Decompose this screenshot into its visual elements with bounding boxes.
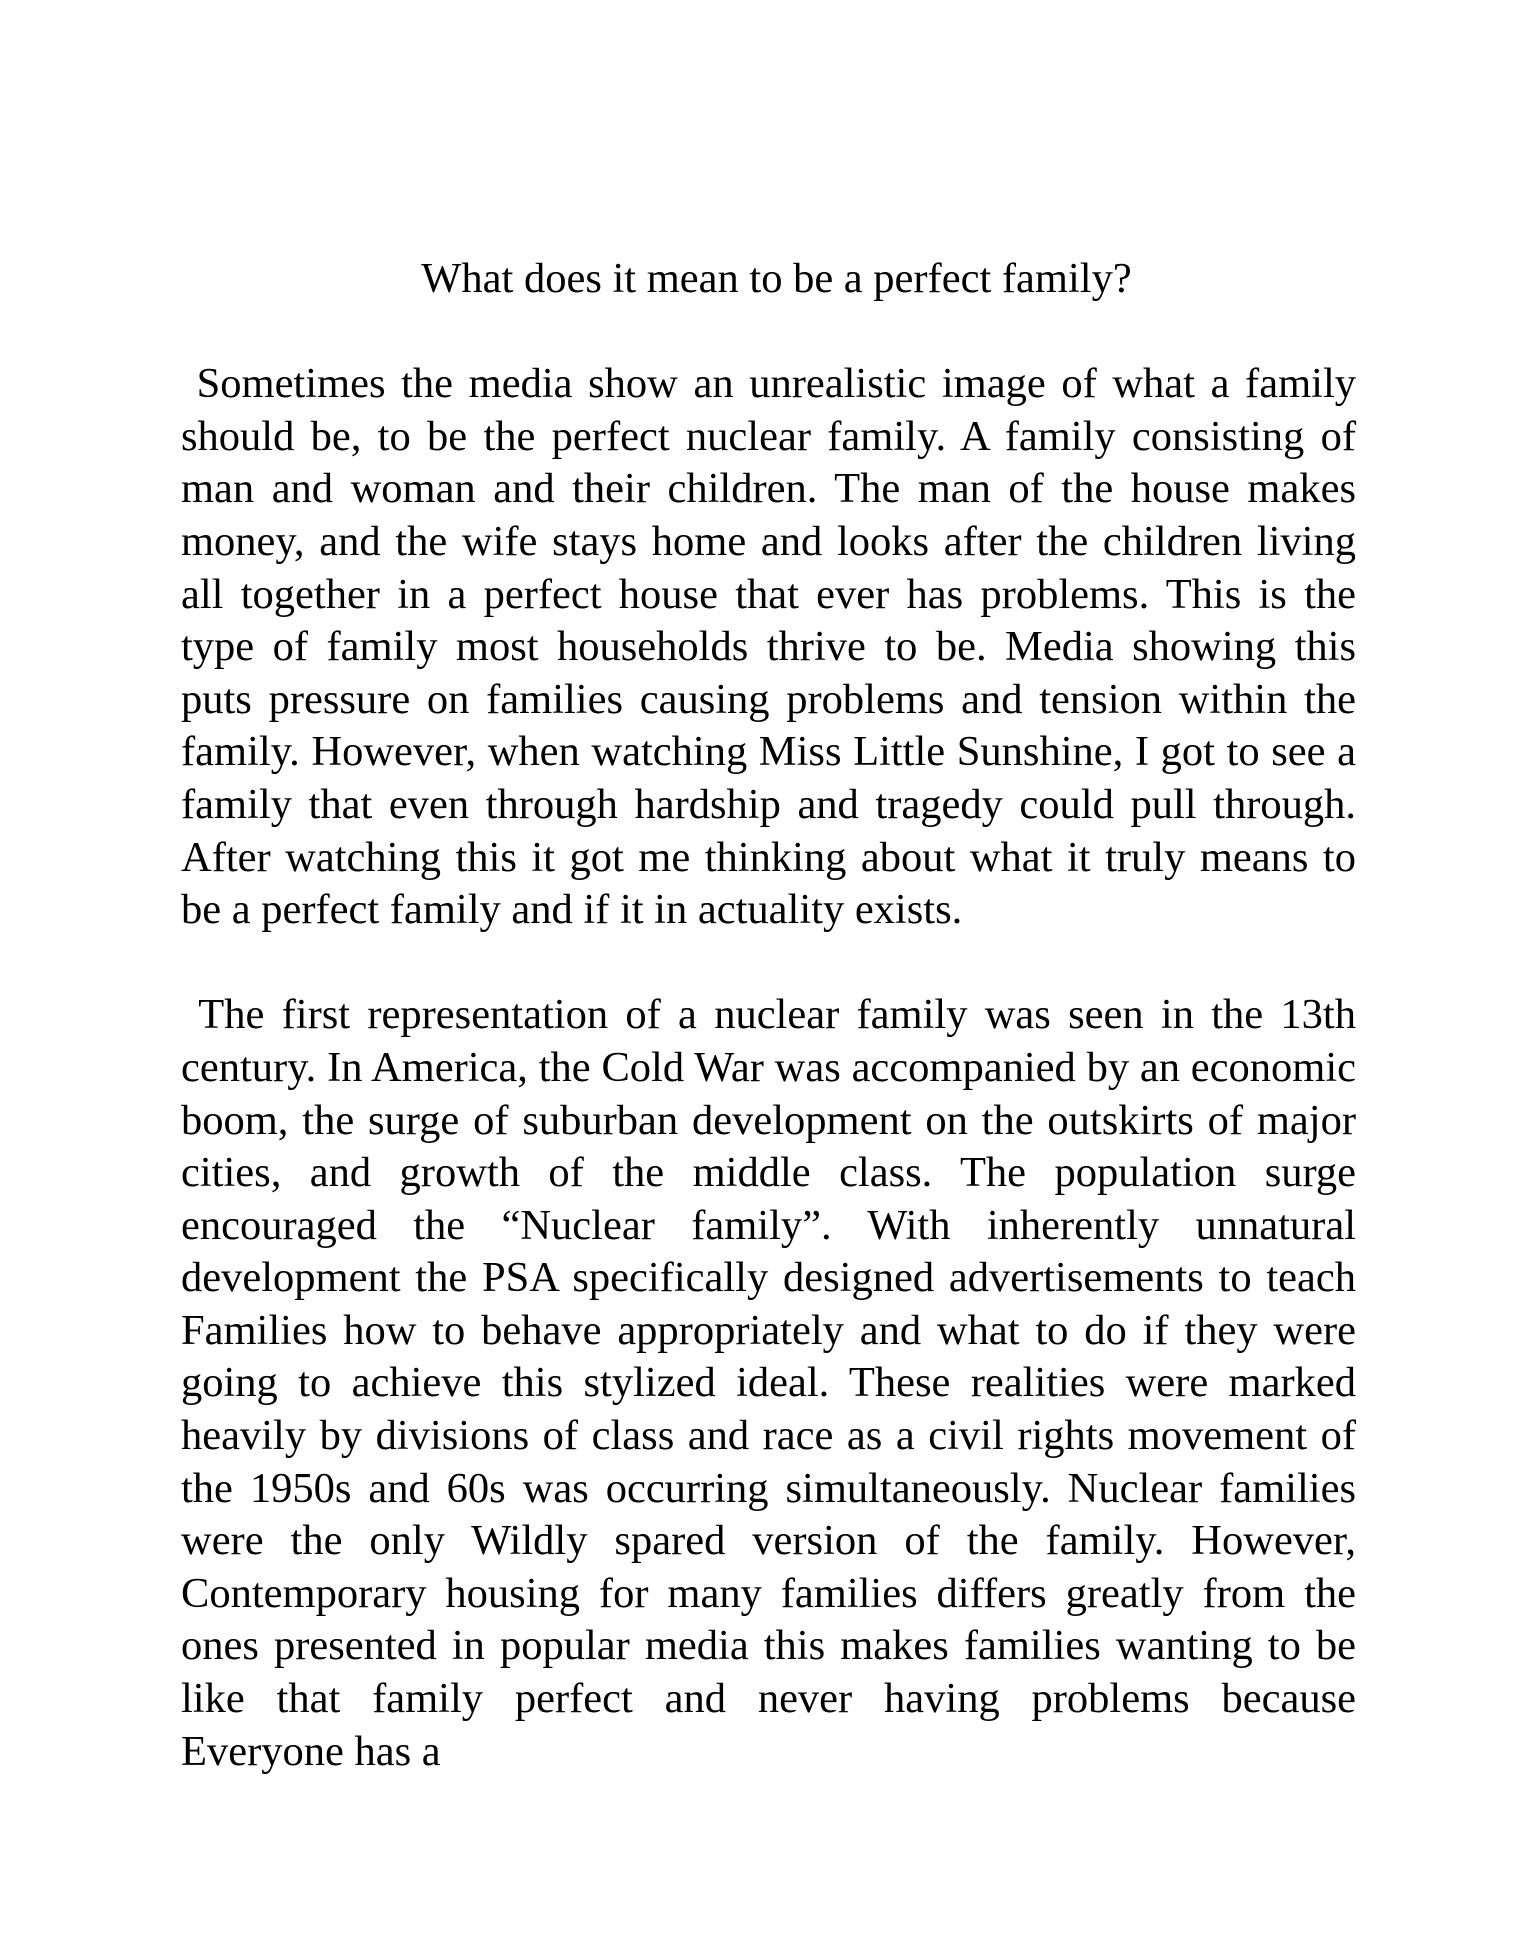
document-title: What does it mean to be a perfect family? <box>421 255 1132 302</box>
document-body <box>181 253 1356 1778</box>
spacer <box>181 937 1356 990</box>
paragraph-2: The first representation of a nuclear family was seen in the 13th century. In America, the Cold War was accompanied by an economic boom, the surge of suburban development on the outskirts of major cities, and growth of the middle class. The population surge encouraged the “Nuclear family”. With inherently unnatural development the PSA specifically designed advertisements to teach Families how to behave appropriately and what to do if they were going to achieve this stylized ideal. These realities were marked heavily by divisions of class and race as a civil rights movement of the 1950s and 60s was occurring simultaneously. Nuclear families were the only Wildly spared version of the family. However, Contemporary housing for many families differs greatly from the ones presented in popular media this makes families wanting to be like that family perfect and never having problems because Everyone has a <box>181 991 1356 1775</box>
spacer <box>181 306 1356 359</box>
paragraph-1: Sometimes the media show an unrealistic image of what a family should be, to be the perfect nuclear family. A family consisting of man and woman and their children. The man of the house makes money, and the wife stays home and looks after the children living all together in a perfect house that ever has problems. This is the type of family most households thrive to be. Media showing this puts pressure on families causing problems and tension within the family. However, when watching Miss Little Sunshine, I got to see a family that even through hardship and tragedy could pull through. After watching this it got me thinking about what it truly means to be a perfect family and if it in actuality exists. <box>181 360 1356 934</box>
